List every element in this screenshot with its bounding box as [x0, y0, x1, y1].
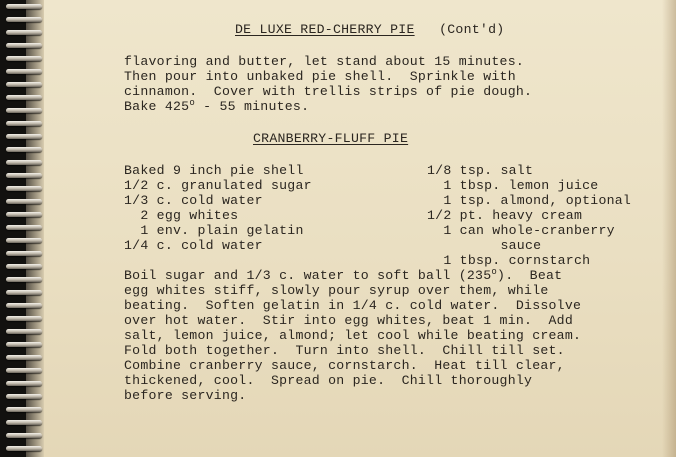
ingredient-right: sauce — [427, 238, 542, 253]
ingredient-right: 1 can whole-cranberry — [427, 223, 615, 238]
binding-coil — [6, 368, 42, 373]
recipe-title-cont: (Cont'd) — [439, 22, 505, 37]
method-boil: Boil sugar and 1/3 c. water to soft ball (235 — [124, 268, 492, 283]
ingredient-right: 1 tbsp. cornstarch — [427, 253, 591, 268]
degree-mark: o — [189, 98, 195, 108]
binding-coil — [6, 264, 42, 269]
recipe1-line: cinnamon. Cover with trellis strips of pie dough. — [124, 84, 533, 99]
recipe-title-cranberry — [253, 131, 408, 146]
ingredient-right: 1 tbsp. lemon juice — [427, 178, 599, 193]
recipe-title-text: CRANBERRY-FLUFF PIE — [253, 131, 409, 146]
binding-coil — [6, 147, 42, 152]
binding-coil — [6, 4, 42, 9]
method-line: egg whites stiff, slowly pour syrup over them, while — [124, 283, 549, 298]
binding-coil — [6, 225, 42, 230]
binding-coil — [6, 407, 42, 412]
binding-coil — [6, 199, 42, 204]
method-beat: ). Beat — [497, 268, 563, 283]
degree-mark: o — [491, 267, 498, 277]
binding-coil — [6, 381, 42, 386]
ingredient-left: 1/3 c. cold water — [124, 193, 263, 208]
ingredient-left: 1/2 c. granulated sugar — [124, 178, 312, 193]
binding-coil — [6, 238, 42, 243]
method-line: over hot water. Stir into egg whites, beat 1 min. Add — [124, 313, 574, 328]
binding-coil — [6, 446, 42, 451]
binding-coil — [6, 17, 42, 22]
method-line: Combine cranberry sauce, cornstarch. Heat till clear, — [124, 358, 565, 373]
ingredient-right: 1/2 pt. heavy cream — [427, 208, 583, 223]
binding-coil — [6, 342, 42, 347]
binding-coil — [6, 43, 42, 48]
binding-coil — [6, 69, 42, 74]
ingredient-right: 1 tsp. almond, optional — [427, 193, 632, 208]
binding-coil — [6, 394, 42, 399]
binding-coil — [6, 95, 42, 100]
recipe1-line: flavoring and butter, let stand about 15 minutes. — [124, 54, 525, 69]
binding-coil — [6, 160, 42, 165]
binding-coil — [6, 134, 42, 139]
ingredient-left: 1/4 c. cold water — [124, 238, 263, 253]
method-line: beating. Soften gelatin in 1/4 c. cold water. Dissolve — [124, 298, 582, 313]
method-line: thickened, cool. Spread on pie. Chill thoroughly — [124, 373, 533, 388]
binding-coil — [6, 433, 42, 438]
binding-coil — [6, 355, 42, 360]
recipe1-bake-line — [124, 99, 309, 116]
binding-coil — [6, 290, 42, 295]
binding-coil — [6, 186, 42, 191]
binding-coil — [6, 420, 42, 425]
binding-coil — [6, 303, 42, 308]
binding-coil — [6, 212, 42, 217]
ingredient-right: 1/8 tsp. salt — [427, 163, 534, 178]
binding-coil — [6, 56, 42, 61]
spiral-binding — [0, 0, 44, 457]
binding-coil — [6, 329, 42, 334]
ingredient-left: Baked 9 inch pie shell — [124, 163, 304, 178]
ingredient-left: 2 egg whites — [124, 208, 239, 223]
binding-coil — [6, 251, 42, 256]
binding-coil — [6, 277, 42, 282]
binding-coil — [6, 121, 42, 126]
method-line: before serving. — [124, 388, 247, 403]
bake-time: - 55 minutes. — [194, 99, 310, 114]
binding-coil — [6, 82, 42, 87]
recipe1-line: Then pour into unbaked pie shell. Sprinkle with — [124, 69, 516, 84]
binding-coil — [6, 173, 42, 178]
ingredient-left: 1 env. plain gelatin — [124, 223, 304, 238]
binding-coil — [6, 316, 42, 321]
method-line: Fold both together. Turn into shell. Chill till set. — [124, 343, 565, 358]
bake-temp: Bake 425 — [124, 99, 190, 114]
recipe-title-text: DE LUXE RED-CHERRY PIE — [235, 22, 415, 37]
binding-coil — [6, 30, 42, 35]
recipe-title-red-cherry — [235, 22, 504, 37]
binding-coil — [6, 108, 42, 113]
method-line: salt, lemon juice, almond; let cool while beating cream. — [124, 328, 582, 343]
